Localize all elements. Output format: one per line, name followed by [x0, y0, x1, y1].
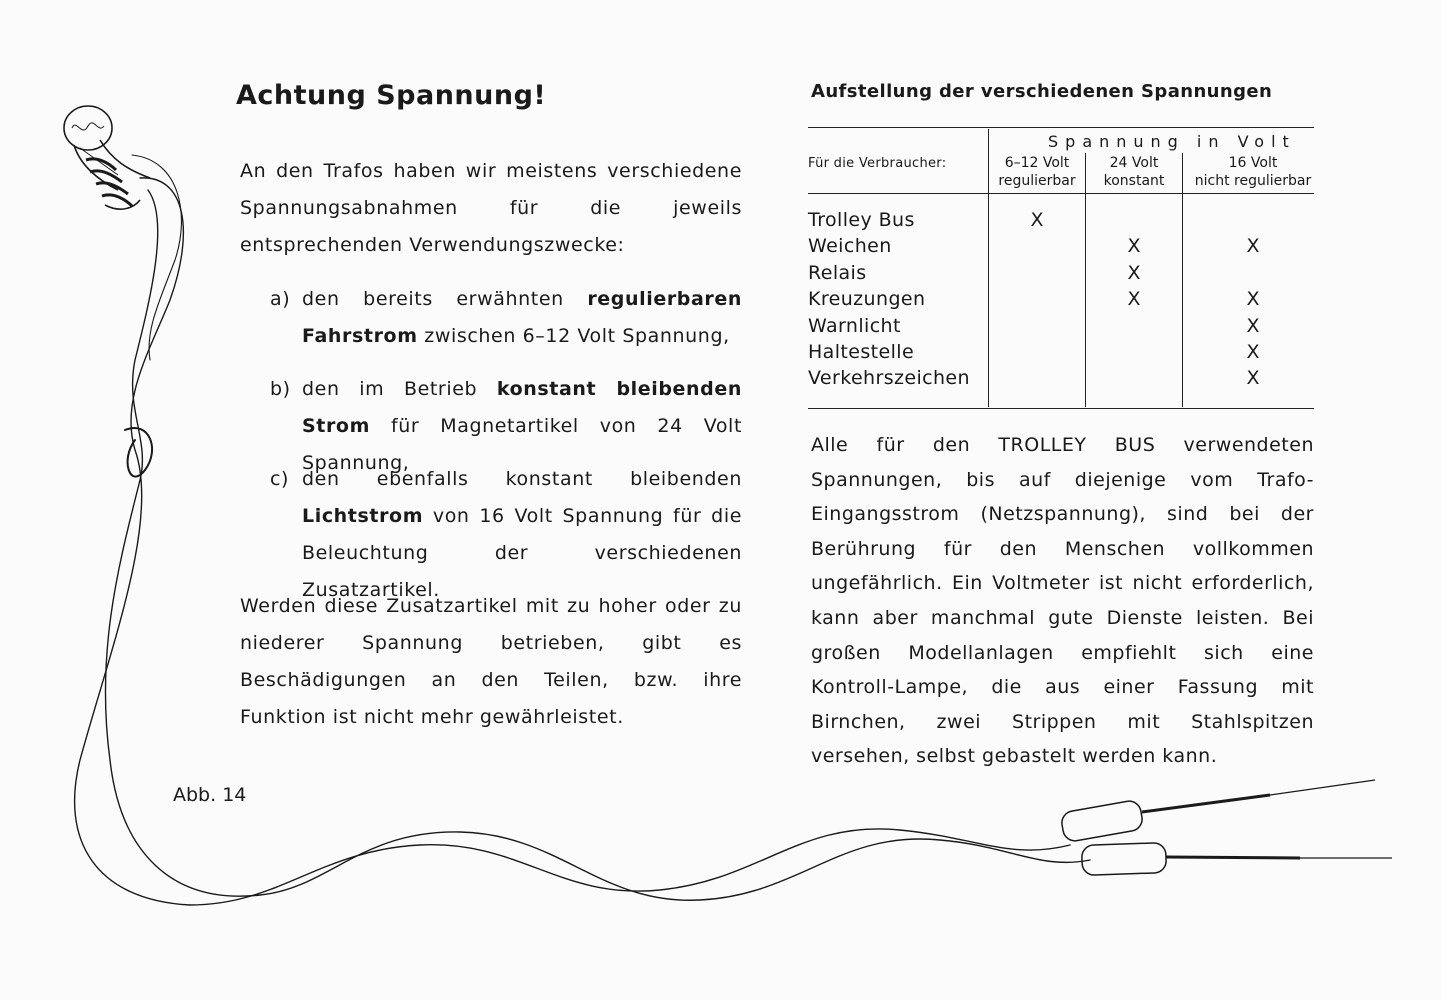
closing-text: Werden diese Zusatzartikel mit zu hoher oder zu niederer Spannung betrieben, gibt es Beschädigungen an den Teilen, bzw. ihre Funktion ist nicht mehr gewährleistet.: [240, 595, 742, 728]
table-mark: X: [1246, 341, 1260, 363]
list-marker: a): [270, 288, 291, 310]
safety-paragraph: Alle für den TROLLEY BUS verwendeten Spannungen, bis auf diejenige vom Trafo-Eingangsstrom (Netzspannung), sind bei der Berührung für den Menschen vollkommen ungefährlich. Ein Voltmeter ist nicht erforderlich, kann aber manchmal gute Dienste leisten. Bei großen Modellanlagen empfiehlt sich eine Kontroll-Lampe, die aus einer Fassung mit Birnchen, zwei Strippen mit Stahlspitzen versehen, selbst gebastelt werden kann.: [811, 434, 1314, 768]
row-label: Trolley Bus: [808, 209, 915, 231]
consumer-header: Für die Verbraucher:: [808, 156, 947, 171]
column-header: 24 Volt konstant: [1103, 155, 1165, 189]
table-mark: X: [1246, 235, 1260, 257]
row-label: Haltestelle: [808, 341, 915, 363]
list-item: b) den im Betrieb konstant bleibenden Strom für Magnetartikel von 24 Volt Spannung,: [270, 371, 742, 482]
table-mark: X: [1127, 262, 1141, 284]
table-divider: [1182, 153, 1183, 407]
probe-lower-icon: [1082, 843, 1392, 876]
column-header: 16 Volt nicht regulierbar: [1194, 155, 1312, 189]
bulb-icon: [64, 106, 150, 209]
table-rule-bottom: [808, 408, 1314, 409]
page-title: Achtung Spannung!: [236, 80, 547, 111]
row-label: Kreuzungen: [808, 288, 926, 310]
emphasis: konstant bleibenden Strom: [302, 378, 742, 437]
intro-text: An den Trafos haben wir meistens verschiedene Spannungsabnahmen für die jeweils entsprechenden Verwendungszwecke:: [240, 160, 742, 256]
column-header: 6–12 Volt regulierbar: [998, 155, 1076, 189]
row-label: Verkehrszeichen: [808, 367, 970, 389]
emphasis: Lichtstrom: [302, 505, 424, 527]
group-header: Spannung in Volt: [1048, 132, 1296, 151]
table-title: Aufstellung der verschiedenen Spannungen: [811, 81, 1273, 102]
table-divider: [1085, 153, 1086, 407]
list-marker: c): [270, 468, 290, 490]
table-mark: X: [1246, 367, 1260, 389]
table-rule-top: [808, 127, 1314, 128]
table-rule-header: [808, 193, 1314, 194]
table-mark: X: [1030, 209, 1044, 231]
list-item: a) den bereits erwähnten regulierbaren Fahrstrom zwischen 6–12 Volt Spannung,: [270, 281, 742, 355]
figure-caption: Abb. 14: [173, 784, 247, 806]
row-label: Warnlicht: [808, 315, 901, 337]
row-label: Relais: [808, 262, 867, 284]
probe-upper-icon: [1060, 780, 1375, 843]
table-divider: [988, 129, 989, 407]
row-label: Weichen: [808, 235, 892, 257]
voltage-table: [808, 127, 1314, 411]
list-item: c) den ebenfalls konstant bleibenden Lichtstrom von 16 Volt Spannung für die Beleuchtung der verschiedenen Zusatzartikel.: [270, 461, 742, 609]
table-mark: X: [1246, 315, 1260, 337]
table-mark: X: [1246, 288, 1260, 310]
emphasis: regulierbaren Fahrstrom: [302, 288, 742, 347]
list-marker: b): [270, 378, 291, 400]
table-mark: X: [1127, 235, 1141, 257]
table-mark: X: [1127, 288, 1141, 310]
